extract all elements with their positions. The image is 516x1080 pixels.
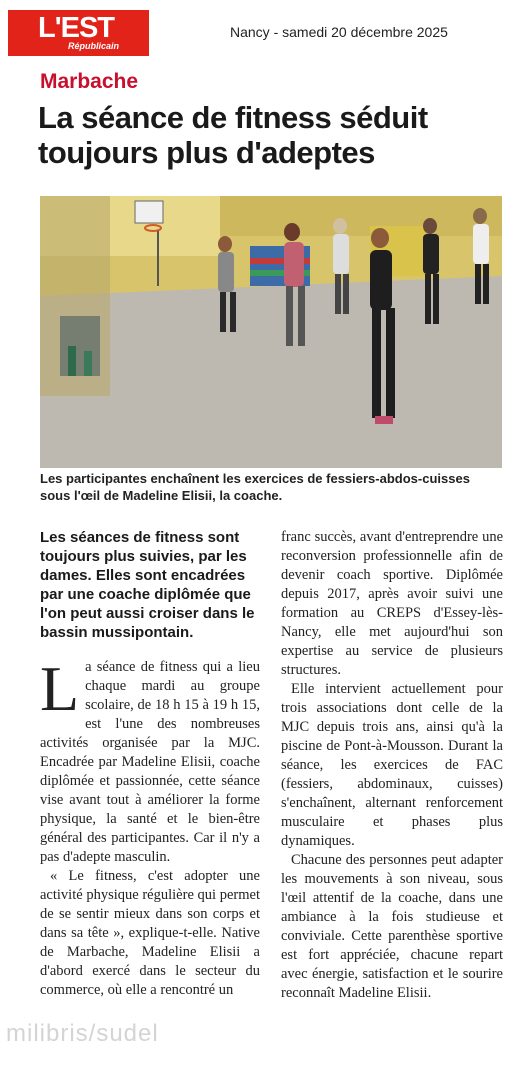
- article-paragraph: franc succès, avant d'entreprendre une reconversion professionnelle afin de devenir coach sportive. Diplômée depuis 2017, après avoir suivi une formation au CREPS d'Essey-lès-Nancy, elle met aujourd'hui son expertise au service de plusieurs structures.: [281, 529, 503, 678]
- article-headline: La séance de fitness séduit toujours plus d'adeptes: [38, 100, 428, 170]
- logo-subtext: Républicain: [68, 41, 120, 51]
- article-paragraph: [40, 653, 260, 867]
- paragraph-text: a séance de fitness qui a lieu chaque mardi au groupe scolaire, de 18 h 15 à 19 h 15, est l'une des nombreuses activités organisée par la MJC. Encadrée par Madeline Elisii, coache diplômée et passionnée, cette séance vise avant tout à améliorer la forme physique, la santé et le bien-être général des participantes. Car il n'y a pas d'adepte masculin.: [40, 659, 260, 865]
- article-photo[interactable]: [40, 196, 502, 468]
- article-column-right: [281, 528, 503, 1003]
- article-paragraph: Elle intervient actuellement pour trois associations dont celle de la MJC depuis trois ans, ainsi qu'à la piscine de Pont-à-Mousson. Durant la séance, les exercices de FAC (fessiers, abdominaux, cuisses) s'enchaînent, alternant renforcement musculaire et phases plus dynamiques.: [281, 681, 503, 849]
- article-column-left: [40, 528, 260, 1000]
- watermark: milibris/sudel: [6, 1020, 159, 1047]
- logo-text: L'EST: [38, 12, 115, 44]
- gym-scene-illustration: [40, 196, 502, 468]
- article-lede: Les séances de fitness sont toujours plus suivies, par les dames. Elles sont encadrées par une coache diplômée que l'on peut aussi croiser dans le bassin mussipontain.: [40, 529, 255, 641]
- article-paragraph: Chacune des personnes peut adapter les mouvements à son niveau, sous l'œil attentif de la coache, dans une ambiance à la fois studieuse et conviviale. Cette parenthèse sportive est fort appréciée, chacune repart avec énergie, satisfaction et le sourire reconnaît Madeline Elisii.: [281, 852, 503, 1001]
- article-paragraph: « Le fitness, c'est adopter une activité physique régulière qui permet de se sentir mieux dans son corps et dans sa tête », explique-t-elle. Native de Marbache, Madeline Elisii a d'abord exercé dans le secteur du commerce, où elle a rencontré un: [40, 868, 260, 998]
- drop-cap: L: [40, 653, 80, 724]
- dateline: Nancy - samedi 20 décembre 2025: [230, 24, 448, 40]
- masthead: [0, 0, 516, 64]
- photo-caption: Les participantes enchaînent les exercices de fessiers-abdos-cuisses sous l'œil de Madeline Elisii, la coache.: [40, 471, 470, 503]
- newspaper-logo[interactable]: [8, 10, 149, 56]
- article-kicker: Marbache: [40, 70, 139, 93]
